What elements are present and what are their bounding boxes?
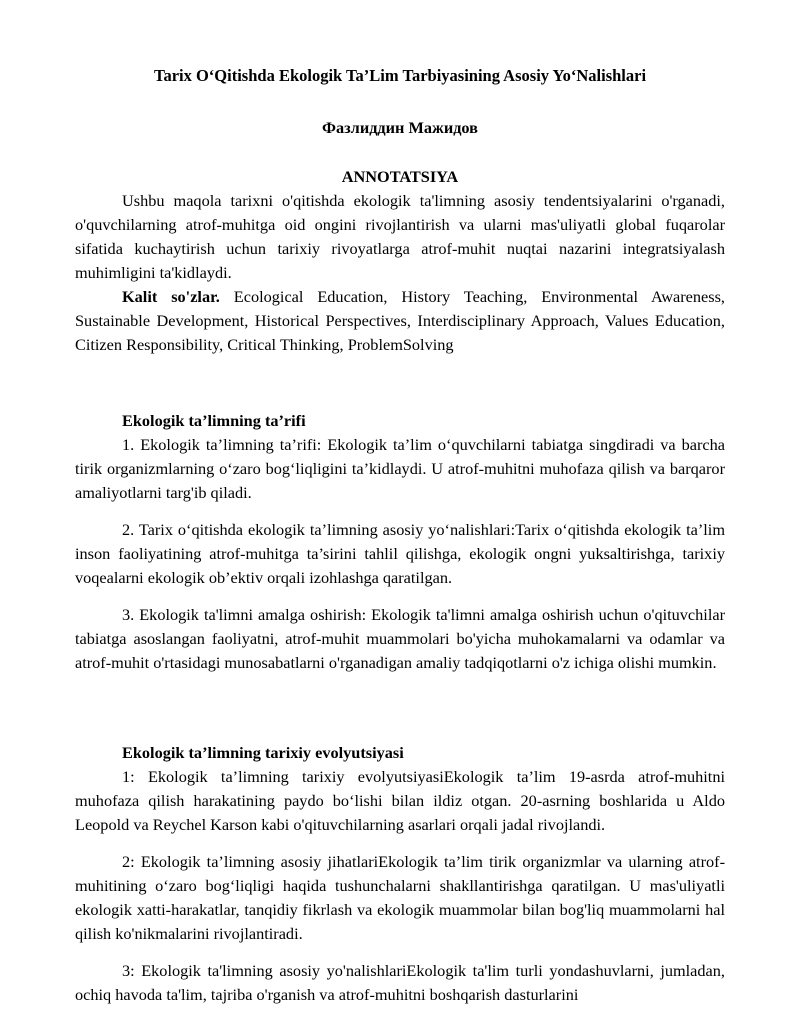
body-paragraph: 2. Tarix o‘qitishda ekologik ta’limning asosiy yo‘nalishlari:Tarix o‘qitishda ekologik ta’lim inson faoliyatining atrof-muhitga ta’sirini tahlil qilishga, ekologik ongni yuksaltirishga, tarixiy voqealarni ekologik ob’ektiv orqali izohlashga qaratilgan. [75,520,725,587]
section-heading: Ekologik ta’limning ta’rifi [122,411,306,430]
keywords-paragraph [75,285,725,357]
section-evolution [75,741,725,1007]
body-paragraph: 2: Ekologik ta’limning asosiy jihatlariEkologik ta’lim tirik organizmlar va ularning atrof-muhitining o‘zaro bog‘liqligi haqida tushunchalarni shakllantirishga qaratilgan. U mas'uliyatli ekologik xatti-harakatlar, tanqidiy fikrlash va ekologik muammolar bilan bog'liq muammolarni hal qilish ko'nikmalarini rivojlantiradi. [75,852,725,943]
body-paragraph: 1: Ekologik ta’limning tarixiy evolyutsiyasiEkologik ta’lim 19-asrda atrof-muhitni muhofaza qilish harakatining paydo bo‘lishi bilan ildiz otgan. 20-asrning boshlarida u Aldo Leopold va Reychel Karson kabi o'qituvchilarning asarlari orqali jadal rivojlandi. [75,767,725,834]
annotation-heading: ANNOTATSIYA [341,167,459,186]
body-paragraph: 1. Ekologik ta’limning ta’rifi: Ekologik ta’lim o‘quvchilarni tabiatga singdiradi va barcha tirik organizmlarning o‘zaro bog‘liqligini ta’kidlaydi. U atrof-muhitni muhofaza qilish va barqaror amaliyotlarni targ'ib qiladi. [75,435,725,502]
section-definition [75,409,725,675]
author-name: Фазлиддин Мажидов [322,118,478,137]
body-paragraph: 3: Ekologik ta'limning asosiy yo'nalishlariEkologik ta'lim turli yondashuvlarni, jumladan, ochiq havoda ta'lim, tajriba o'rganish va atrof-muhitni boshqarish dasturlarini [75,961,725,1004]
keywords-label: Kalit so'zlar. [122,287,220,306]
annotation-text: Ushbu maqola tarixni o'qitishda ekologik ta'limning asosiy tendentsiyalarini o'rganadi, o'quvchilarning atrof-muhitga oid ongini rivojlantirish va ularni mas'uliyatli global fuqarolar sifatida kuchaytirish uchun tarixiy rivoyatlarga atrof-muhit nuqtai nazarini integratsiyalash muhimligini ta'kidlaydi. [75,191,725,282]
keywords-text: Ecological Education, History Teaching, Environmental Awareness, Sustainable Development, Historical Perspectives, Interdisciplinary Approach, Values Education, Citizen Responsibility, Critical Thinking, ProblemSolving [75,287,725,354]
body-paragraph: 3. Ekologik ta'limni amalga oshirish: Ekologik ta'limni amalga oshirish uchun o'qituvchilar tabiatga asoslangan faoliyatni, atrof-muhit muammolari bo'yicha muhokamalarni va odamlar va atrof-muhit o'rtasidagi munosabatlarni o'rganadigan amaliy tadqiqotlarni o'z ichiga olishi mumkin. [75,605,725,672]
section-heading: Ekologik ta’limning tarixiy evolyutsiyasi [122,743,404,762]
paper-title: Tarix O‘Qitishda Ekologik Ta’Lim Tarbiyasining Asosiy Yo‘Nalishlari [153,66,647,85]
annotation-block [75,189,725,357]
